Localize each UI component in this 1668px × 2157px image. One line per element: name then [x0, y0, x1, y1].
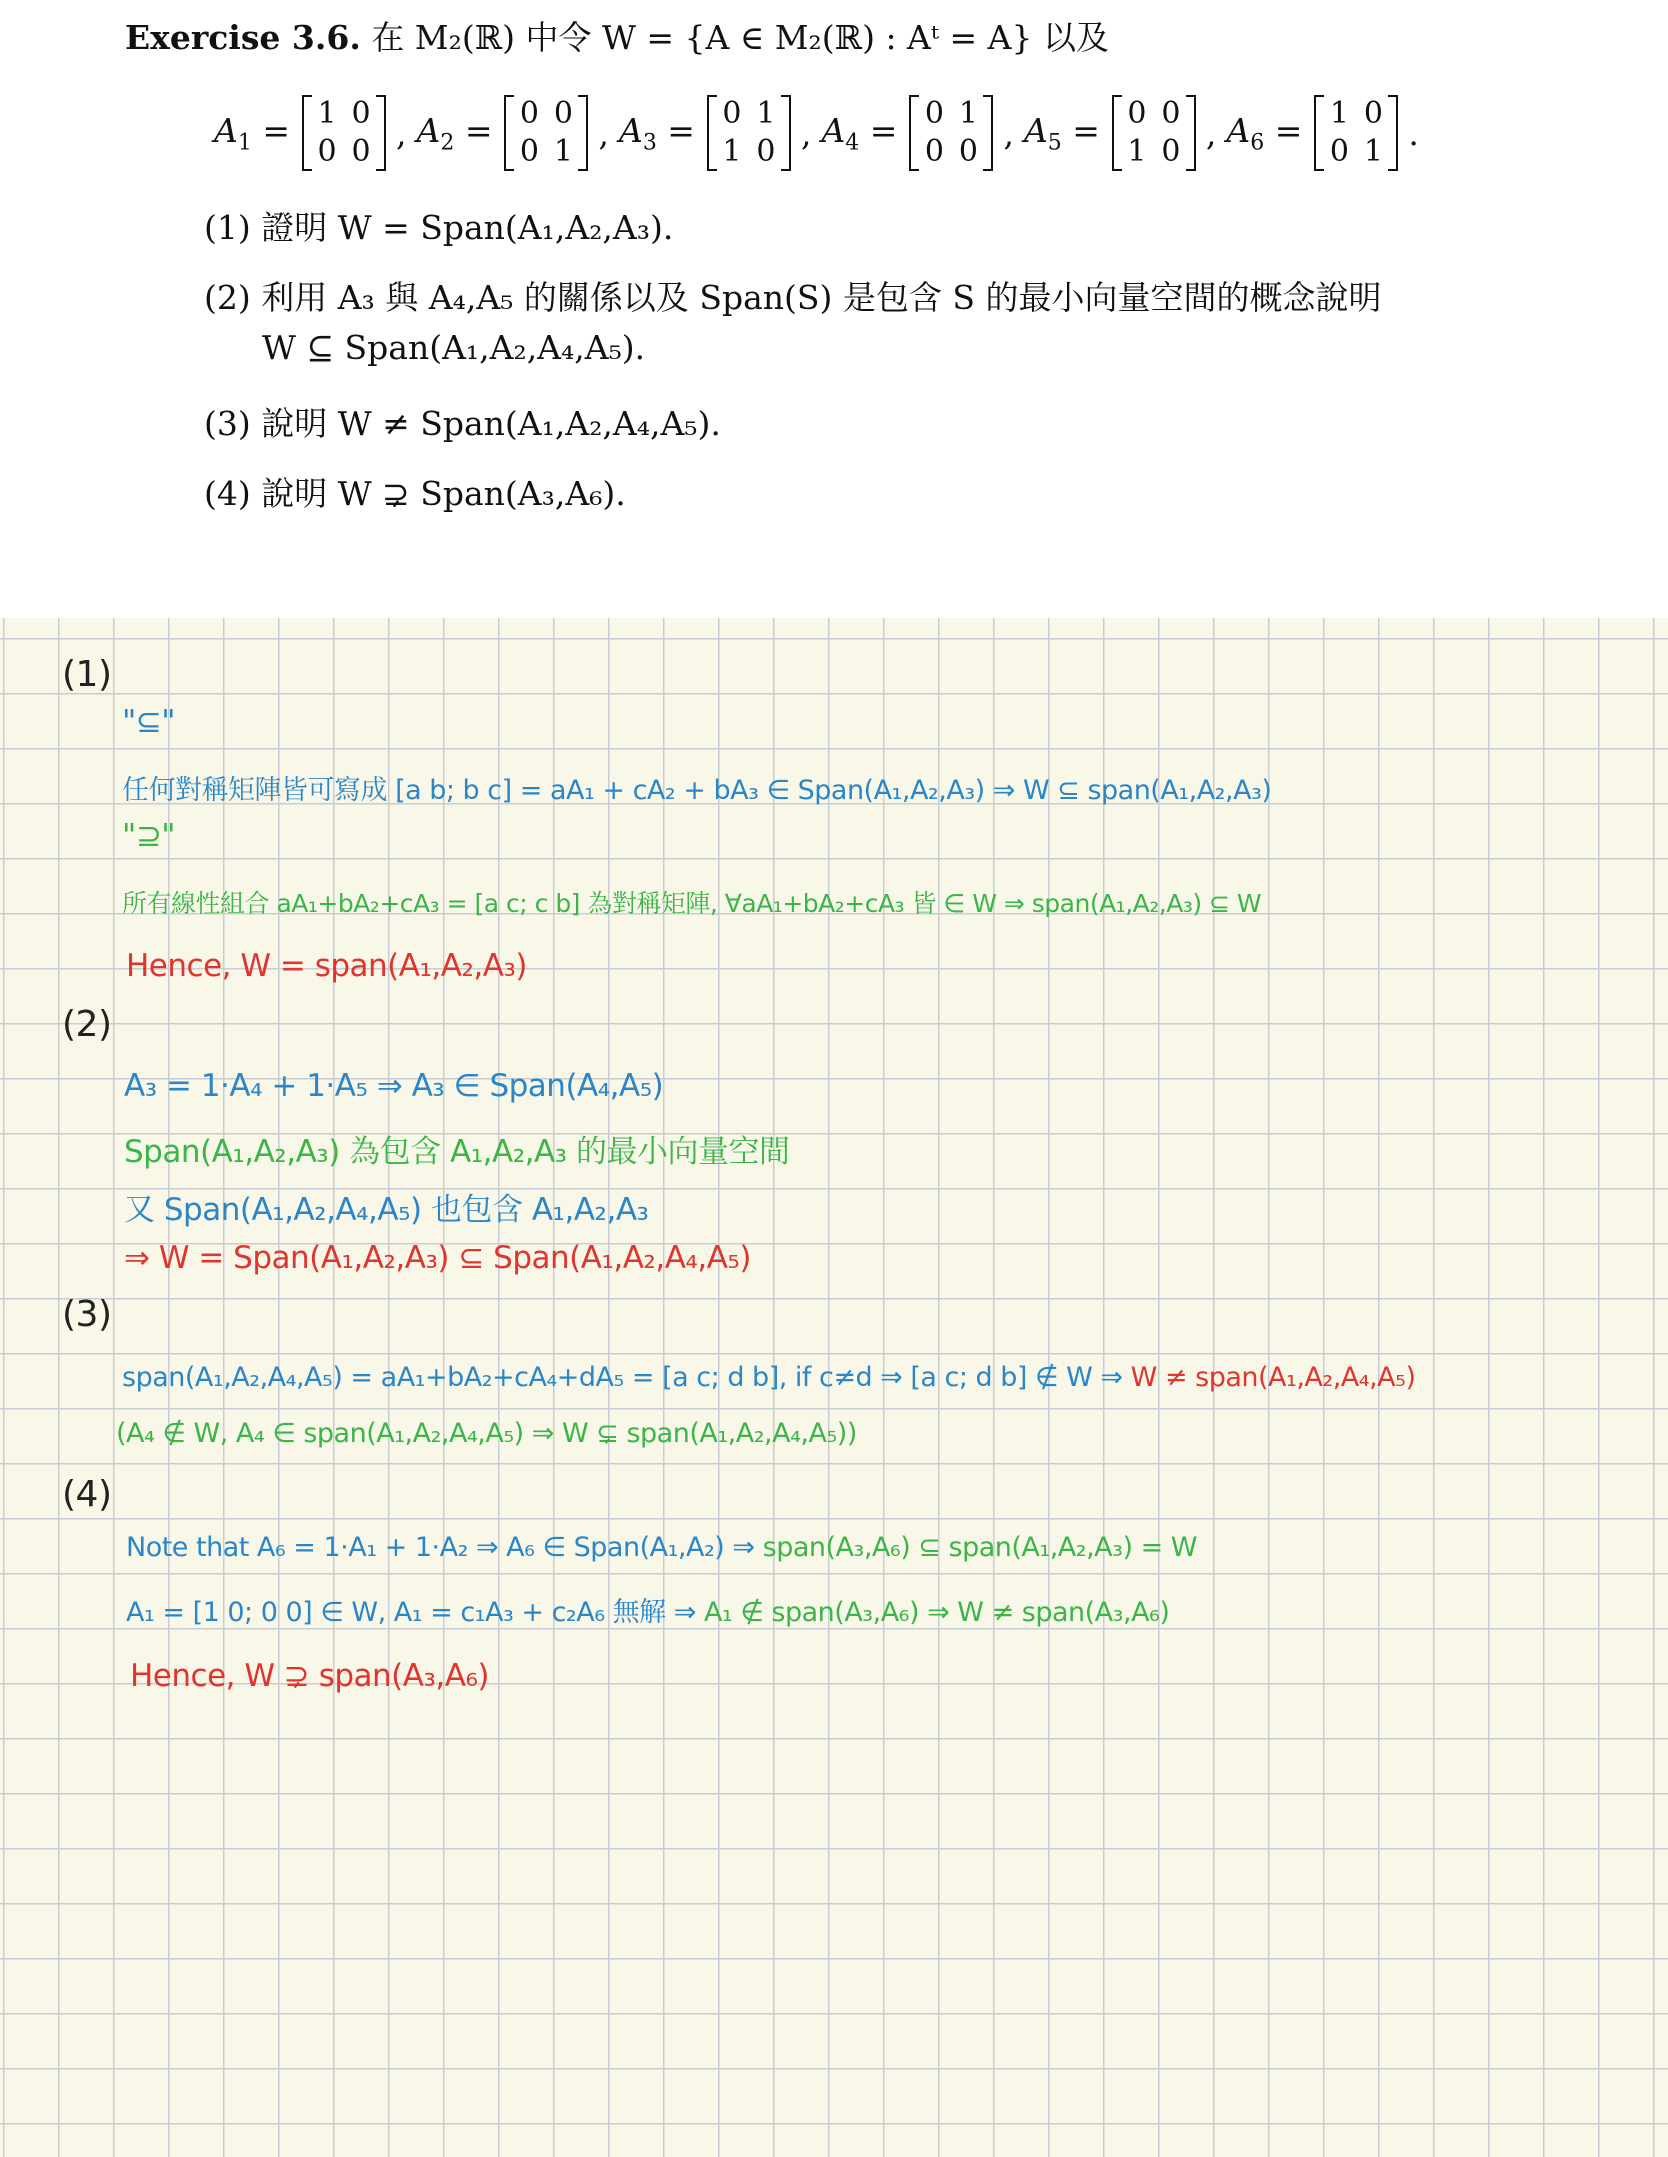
matrix [909, 95, 993, 171]
matrix-separator: , [395, 113, 407, 153]
matrix [1314, 95, 1398, 171]
matrix-label: $A_6$ = [1226, 110, 1303, 156]
matrix [504, 95, 588, 171]
part-4-line-1-argument: Note that A₆ = 1·A₁ + 1·A₂ ⇒ A₆ ∈ Span(A₁,A₂) ⇒ [126, 1532, 755, 1563]
matrix-cell: 1 [317, 96, 337, 131]
part-4-line-1 [126, 1532, 1197, 1563]
part-4-label: (4) [62, 1474, 112, 1515]
matrix-label-subscript: 1 [237, 130, 252, 156]
part-1-subset-mark: "⊆" [122, 704, 175, 740]
part-1-superset-mark: "⊇" [122, 818, 175, 854]
matrix-label: $A_4$ = [821, 110, 898, 156]
matrix-cell: 1 [1329, 96, 1349, 131]
matrix-label-letter: A [618, 110, 643, 150]
part-4-line-2-result: A₁ ∉ span(A₃,A₆) ⇒ W ≠ span(A₃,A₆) [703, 1597, 1170, 1628]
part-2-line-3: 又 Span(A₁,A₂,A₄,A₅) 也包含 A₁,A₂,A₃ [124, 1192, 649, 1228]
exercise-title [125, 12, 1109, 59]
matrix-cell: 1 [958, 96, 978, 131]
matrix-label-subscript: 4 [845, 130, 860, 156]
matrix-cell: 0 [1127, 96, 1147, 131]
matrix-cell: 0 [317, 134, 337, 169]
matrix [707, 95, 791, 171]
item-1: (1) 證明 W = Span(A₁,A₂,A₃). [204, 208, 674, 247]
matrix-definitions [210, 88, 1425, 178]
matrix-cell: 1 [756, 96, 776, 131]
matrix-cell: 1 [722, 134, 742, 169]
part-1-conclusion: Hence, W = span(A₁,A₂,A₃) [126, 948, 527, 984]
matrix [302, 95, 386, 171]
matrix-label-letter: A [214, 110, 238, 150]
part-1-label: (1) [62, 654, 112, 695]
item-2: (2) 利用 A₃ 與 A₄,A₅ 的關係以及 Span(S) 是包含 S 的最小向量空間的概念說明 [204, 278, 1382, 317]
part-4-line-2 [126, 1590, 1169, 1629]
part-3-label: (3) [62, 1294, 112, 1335]
matrix [1112, 95, 1196, 171]
part-2-line-1: A₃ = 1·A₄ + 1·A₅ ⇒ A₃ ∈ Span(A₄,A₅) [124, 1068, 664, 1104]
matrix-label-letter: A [821, 110, 846, 150]
matrix-cell: 0 [553, 96, 574, 131]
matrix-label-subscript: 3 [642, 130, 657, 156]
matrix-cell: 0 [519, 134, 540, 169]
matrix-cell: 0 [756, 134, 776, 169]
matrix-cell: 0 [924, 96, 944, 131]
part-4-line-1-result: span(A₃,A₆) ⊆ span(A₁,A₂,A₃) = W [762, 1532, 1197, 1563]
exercise-definition: 在 M₂(ℝ) 中令 W = {A ∈ M₂(ℝ) : Aᵗ = A} 以及 [371, 18, 1109, 57]
item-4: (4) 說明 W ⊋ Span(A₃,A₆). [204, 474, 626, 513]
matrix-cell: 0 [1363, 96, 1383, 131]
matrix-cell: 0 [1161, 134, 1181, 169]
matrix-label-subscript: 5 [1047, 130, 1062, 156]
matrix-label-letter: A [416, 110, 441, 150]
matrix-label-subscript: 6 [1250, 130, 1265, 156]
part-1-subset-proof: 任何對稱矩陣皆可寫成 [a b; b c] = aA₁ + cA₂ + bA₃ ∈ Span(A₁,A₂,A₃) ⇒ W ⊆ span(A₁,A₂,A₃) [122, 775, 1272, 806]
part-2-label: (2) [62, 1004, 112, 1045]
matrix-label: $A_5$ = [1023, 110, 1100, 156]
part-3-line-1 [122, 1362, 1415, 1393]
exercise-number: Exercise 3.6. [125, 18, 361, 57]
matrix-cell: 0 [1329, 134, 1349, 169]
part-3-line-1-result: W ≠ span(A₁,A₂,A₄,A₅) [1130, 1362, 1416, 1393]
matrix-cell: 0 [958, 134, 978, 169]
matrix-cell: 0 [924, 134, 944, 169]
part-4-line-2-argument: A₁ = [1 0; 0 0] ∈ W, A₁ = c₁A₃ + c₂A₆ 無解 ⇒ [126, 1597, 696, 1628]
matrix-cell: 1 [1127, 134, 1147, 169]
matrix-label: $A_2$ = [416, 110, 493, 156]
matrix-cell: 0 [351, 96, 371, 131]
matrix-period: . [1408, 113, 1419, 153]
item-3: (3) 說明 W ≠ Span(A₁,A₂,A₄,A₅). [204, 404, 721, 443]
exercise-statement [0, 0, 1668, 618]
matrix-label-subscript: 2 [440, 130, 455, 156]
matrix-separator: , [1003, 113, 1014, 153]
matrix-cell: 0 [722, 96, 742, 131]
part-3-line-1-argument: span(A₁,A₂,A₄,A₅) = aA₁+bA₂+cA₄+dA₅ = [a c; d b], if c≠d ⇒ [a c; d b] ∉ W ⇒ [122, 1362, 1123, 1393]
part-3-line-2: (A₄ ∉ W, A₄ ∈ span(A₁,A₂,A₄,A₅) ⇒ W ⊊ span(A₁,A₂,A₄,A₅)) [116, 1418, 857, 1449]
part-1-superset-proof: 所有線性組合 aA₁+bA₂+cA₃ = [a c; c b] 為對稱矩陣, ∀aA₁+bA₂+cA₃ 皆 ∈ W ⇒ span(A₁,A₂,A₃) ⊆ W [122, 889, 1262, 918]
matrix-label: $A_3$ = [618, 110, 695, 156]
part-2-line-2: Span(A₁,A₂,A₃) 為包含 A₁,A₂,A₃ 的最小向量空間 [124, 1134, 790, 1170]
matrix-cell: 1 [1363, 134, 1383, 169]
matrix-separator: , [800, 113, 812, 153]
matrix-separator: , [598, 113, 609, 153]
matrix-label: $A_1$ = [214, 110, 290, 156]
item-2-continued: W ⊆ Span(A₁,A₂,A₄,A₅). [262, 328, 646, 367]
handwritten-notes [0, 618, 1668, 2157]
matrix-cell: 0 [1161, 96, 1181, 131]
part-2-conclusion: ⇒ W = Span(A₁,A₂,A₃) ⊆ Span(A₁,A₂,A₄,A₅) [124, 1240, 751, 1276]
matrix-label-letter: A [1023, 110, 1048, 150]
matrix-cell: 0 [519, 96, 540, 131]
part-4-conclusion: Hence, W ⊋ span(A₃,A₆) [130, 1658, 489, 1694]
matrix-label-letter: A [1226, 110, 1251, 150]
matrix-cell: 1 [553, 134, 574, 169]
matrix-separator: , [1205, 113, 1217, 153]
matrix-cell: 0 [351, 134, 371, 169]
